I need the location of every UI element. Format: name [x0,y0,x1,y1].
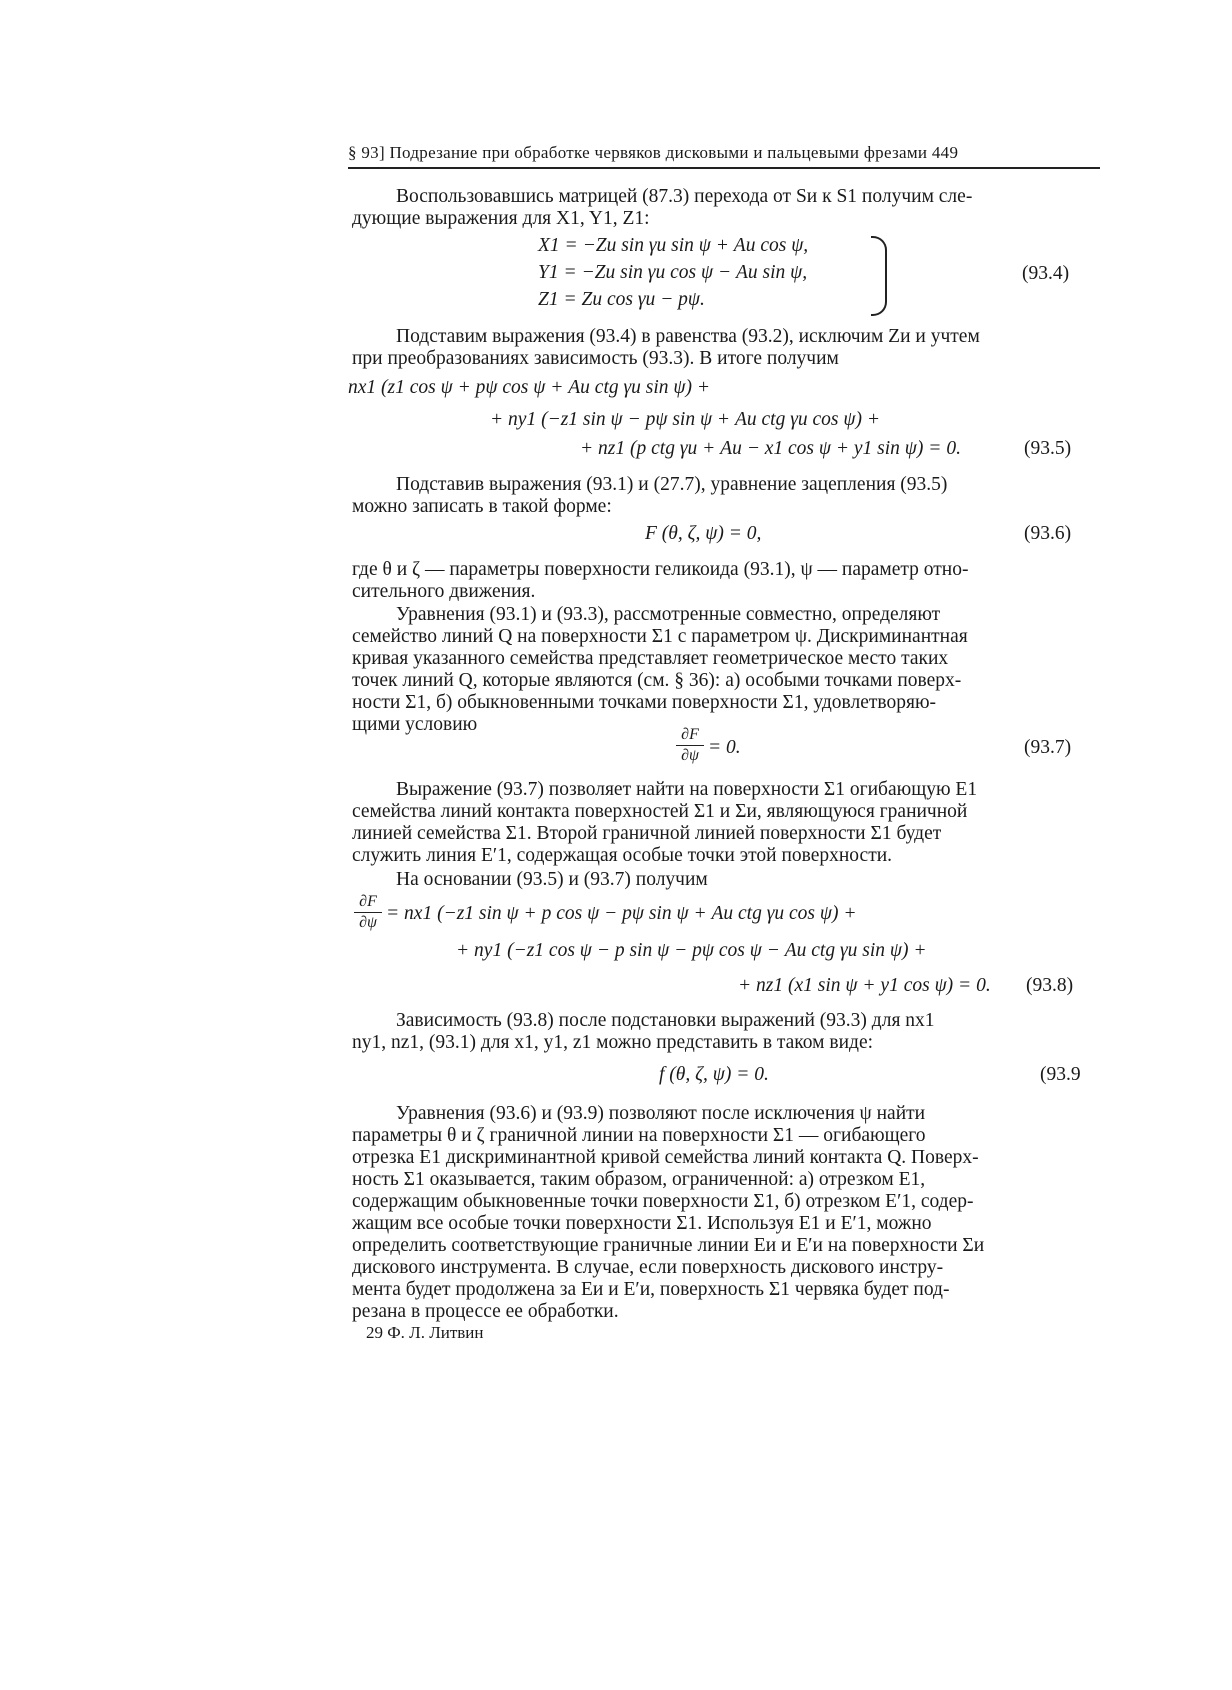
equation-number-93-7: (93.7) [1024,737,1072,758]
page-footer: 29 Ф. Л. Литвин [366,1323,484,1342]
fraction-dF-dpsi-2 [354,893,382,932]
equation-93-8-line-3: + nz1 (x1 sin ψ + y1 cos ψ) = 0. [738,975,991,996]
paragraph-4: где θ и ζ — параметры поверхности геликоида (93.1), ψ — параметр отно- сительного движения. [352,559,969,602]
equation-93-9: f (θ, ζ, ψ) = 0. [659,1064,769,1085]
equation-93-5-line-1: nx1 (z1 cos ψ + pψ cos ψ + Aи ctg γи sin ψ) + [348,377,711,398]
fraction-bar [354,912,382,913]
equation-number-93-8: (93.8) [1026,975,1074,996]
paragraph-6: Выражение (93.7) позволяет найти на поверхности Σ1 огибающую E1 семейства линий контакта поверхностей Σ1 и Σи, являющуюся граничной линией семейства Σ1. Второй граничной линией поверхности Σ1 будет служить линия E′1, содержащая особые точки этой поверхности. [352,779,978,866]
paragraph-8: Зависимость (93.8) после подстановки выражений (93.3) для nx1 ny1, nz1, (93.1) для x1, y1, z1 можно представить в таком виде: [352,1010,935,1053]
equation-93-4-line-3: Z1 = Zи cos γи − pψ. [538,289,705,310]
equation-93-4-line-1: X1 = −Zи sin γи sin ψ + Aи cos ψ, [538,235,809,256]
equation-93-8-line-2: + ny1 (−z1 cos ψ − p sin ψ − pψ cos ψ − Aи ctg γи sin ψ) + [456,940,927,961]
equation-number-93-9: (93.9 [1040,1064,1081,1085]
fraction-dF-dpsi [676,726,704,765]
fraction-denominator: ∂ψ [359,914,377,931]
header-rule [348,167,1100,169]
paragraph-1: Воспользовавшись матрицей (87.3) перехода от Sи к S1 получим сле- дующие выражения для X1, Y1, Z1: [352,186,973,229]
paragraph-9: Уравнения (93.6) и (93.9) позволяют после исключения ψ найти параметры θ и ζ граничной линии на поверхности Σ1 — огибающего отрезка E1 дискриминантной кривой семейства линий контакта Q. Поверх- ность Σ1 оказывается, таким образом, ограниченной: а) отрезком E1, содержащим обыкновенные точки поверхности Σ1, б) отрезком E′1, содер- жащим все особые точки поверхности Σ1. Используя E1 и E′1, можно определить соответствующие граничные линии Eи и E′и на поверхности Σи дискового инструмента. В случае, если поверхность дискового инстру- мента будет продолжена за Eи и E′и, поверхность Σ1 червяка будет под- резана в процессе ее обработки. [352,1103,985,1322]
equation-93-8-line-1: = nx1 (−z1 sin ψ + p cos ψ − pψ sin ψ + Aи ctg γи cos ψ) + [386,903,857,924]
equation-93-4-line-2: Y1 = −Zи sin γи cos ψ − Aи sin ψ, [538,262,808,283]
fraction-numerator: ∂F [681,726,699,743]
equation-number-93-6: (93.6) [1024,523,1072,544]
equation-93-6: F (θ, ζ, ψ) = 0, [645,523,762,544]
paragraph-2: Подставим выражения (93.4) в равенства (93.2), исключим Zи и учтем при преобразованиях зависимость (93.3). В итоге получим [352,326,980,369]
paragraph-5: Уравнения (93.1) и (93.3), рассмотренные совместно, определяют семейство линий Q на поверхности Σ1 с параметром ψ. Дискриминантная кривая указанного семейства представляет геометрическое место таких точек линий Q, которые являются (см. § 36): а) особыми точками поверх- ности Σ1, б) обыкновенными точками поверхности Σ1, удовлетворяю- щими условию [352,604,968,735]
equation-number-93-5: (93.5) [1024,438,1072,459]
fraction-bar [676,745,704,746]
equation-number-93-4: (93.4) [1022,263,1070,284]
running-header: § 93] Подрезание при обработке червяков дисковыми и пальцевыми фрезами 449 [348,143,959,162]
equation-brace [871,236,887,316]
fraction-numerator: ∂F [359,893,377,910]
equation-93-7-rest: = 0. [708,737,741,758]
paragraph-3: Подставив выражения (93.1) и (27.7), уравнение зацепления (93.5) можно записать в такой форме: [352,474,948,517]
fraction-denominator: ∂ψ [681,747,699,764]
equation-93-5-line-3: + nz1 (p ctg γи + Aи − x1 cos ψ + y1 sin ψ) = 0. [580,438,961,459]
equation-93-5-line-2: + ny1 (−z1 sin ψ − pψ sin ψ + Aи ctg γи cos ψ) + [490,409,881,430]
paragraph-7: На основании (93.5) и (93.7) получим [396,869,708,890]
